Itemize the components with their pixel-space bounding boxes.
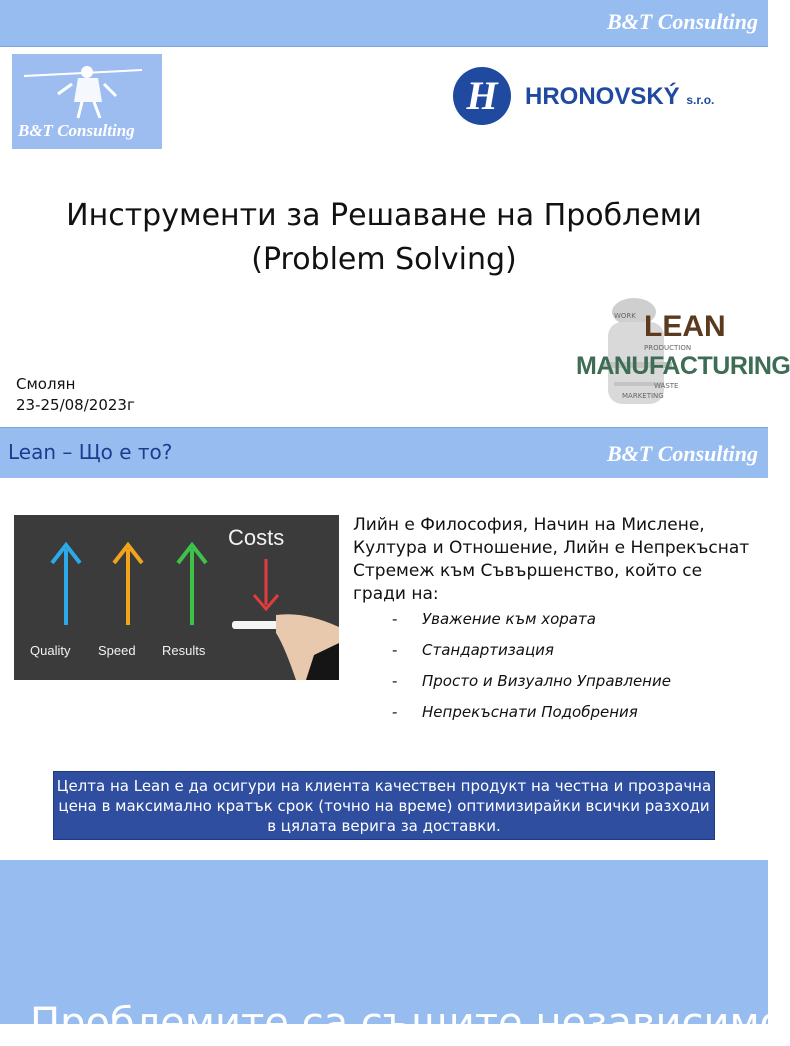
speed-label: Speed (98, 643, 136, 658)
lean-word: LEAN (644, 310, 726, 343)
cloud-word: WORK (614, 312, 636, 320)
slide-problems (0, 860, 785, 1046)
lean-principles-list (392, 610, 762, 734)
title-line-1: Инструменти за Решаване на Проблеми (66, 198, 702, 233)
date-label: 23-25/08/2023г (16, 396, 135, 414)
city-label: Смолян (16, 375, 76, 393)
hronovsky-letter: H (466, 73, 498, 118)
slide-title (0, 0, 790, 428)
slide-lean (0, 427, 768, 861)
hronovsky-suffix: s.r.o. (686, 93, 715, 107)
lean-manufacturing-image (574, 292, 790, 416)
costs-label: Costs (228, 525, 285, 550)
list-item (392, 703, 762, 734)
lean-goal-box: Целта на Lean е да осигури на клиента качествен продукт на честна и прозрачна цена в максимално кратък срок (точно на време) оптимизирайки всички разходи в цялата верига за доставки. (53, 771, 715, 840)
bullet-marker: - (392, 703, 398, 721)
slide-title-label: Lean – Що е то? (8, 440, 173, 464)
list-item-text: Непрекъснати Подобрения (422, 703, 638, 721)
bullet-marker: - (392, 610, 398, 628)
results-label: Results (162, 643, 206, 658)
bullet-marker: - (392, 672, 398, 690)
slide-header-bar (0, 428, 768, 478)
slide-headline: Проблемите са същите независимо (30, 1000, 785, 1046)
hronovsky-wordmark (525, 83, 714, 111)
list-item-text: Просто и Визуално Управление (422, 672, 671, 690)
cloud-word: WASTE (654, 382, 679, 390)
cloud-word: MARKETING (622, 392, 664, 400)
brand-label: B&T Consulting (606, 441, 758, 466)
bullet-marker: - (392, 641, 398, 659)
brand-label: B&T Consulting (606, 9, 758, 34)
list-item (392, 641, 762, 672)
presentation-title (0, 194, 768, 282)
location-date (16, 374, 135, 416)
hronovsky-logo (453, 65, 753, 129)
manufacturing-word: MANUFACTURING (576, 352, 790, 380)
list-item (392, 610, 762, 641)
list-item-text: Стандартизация (422, 641, 554, 659)
hronovsky-name: HRONOVSKÝ (525, 83, 680, 110)
lean-definition: Лийн е Философия, Начин на Мислене, Култура и Отношение, Лийн е Непрекъснат Стремеж към Съвършенство, който се гради на: (353, 515, 750, 604)
bt-consulting-logo (12, 54, 162, 149)
list-item (392, 672, 762, 703)
list-item-text: Уважение към хората (422, 610, 596, 628)
chalkboard-photo (14, 515, 339, 680)
cloud-word: PRODUCTION (644, 344, 692, 352)
quality-label: Quality (30, 643, 71, 658)
title-line-2: (Problem Solving) (251, 242, 517, 277)
logo-text: B&T Consulting (18, 121, 135, 140)
slide-header-bar (0, 0, 768, 47)
knight-icon (12, 54, 162, 124)
